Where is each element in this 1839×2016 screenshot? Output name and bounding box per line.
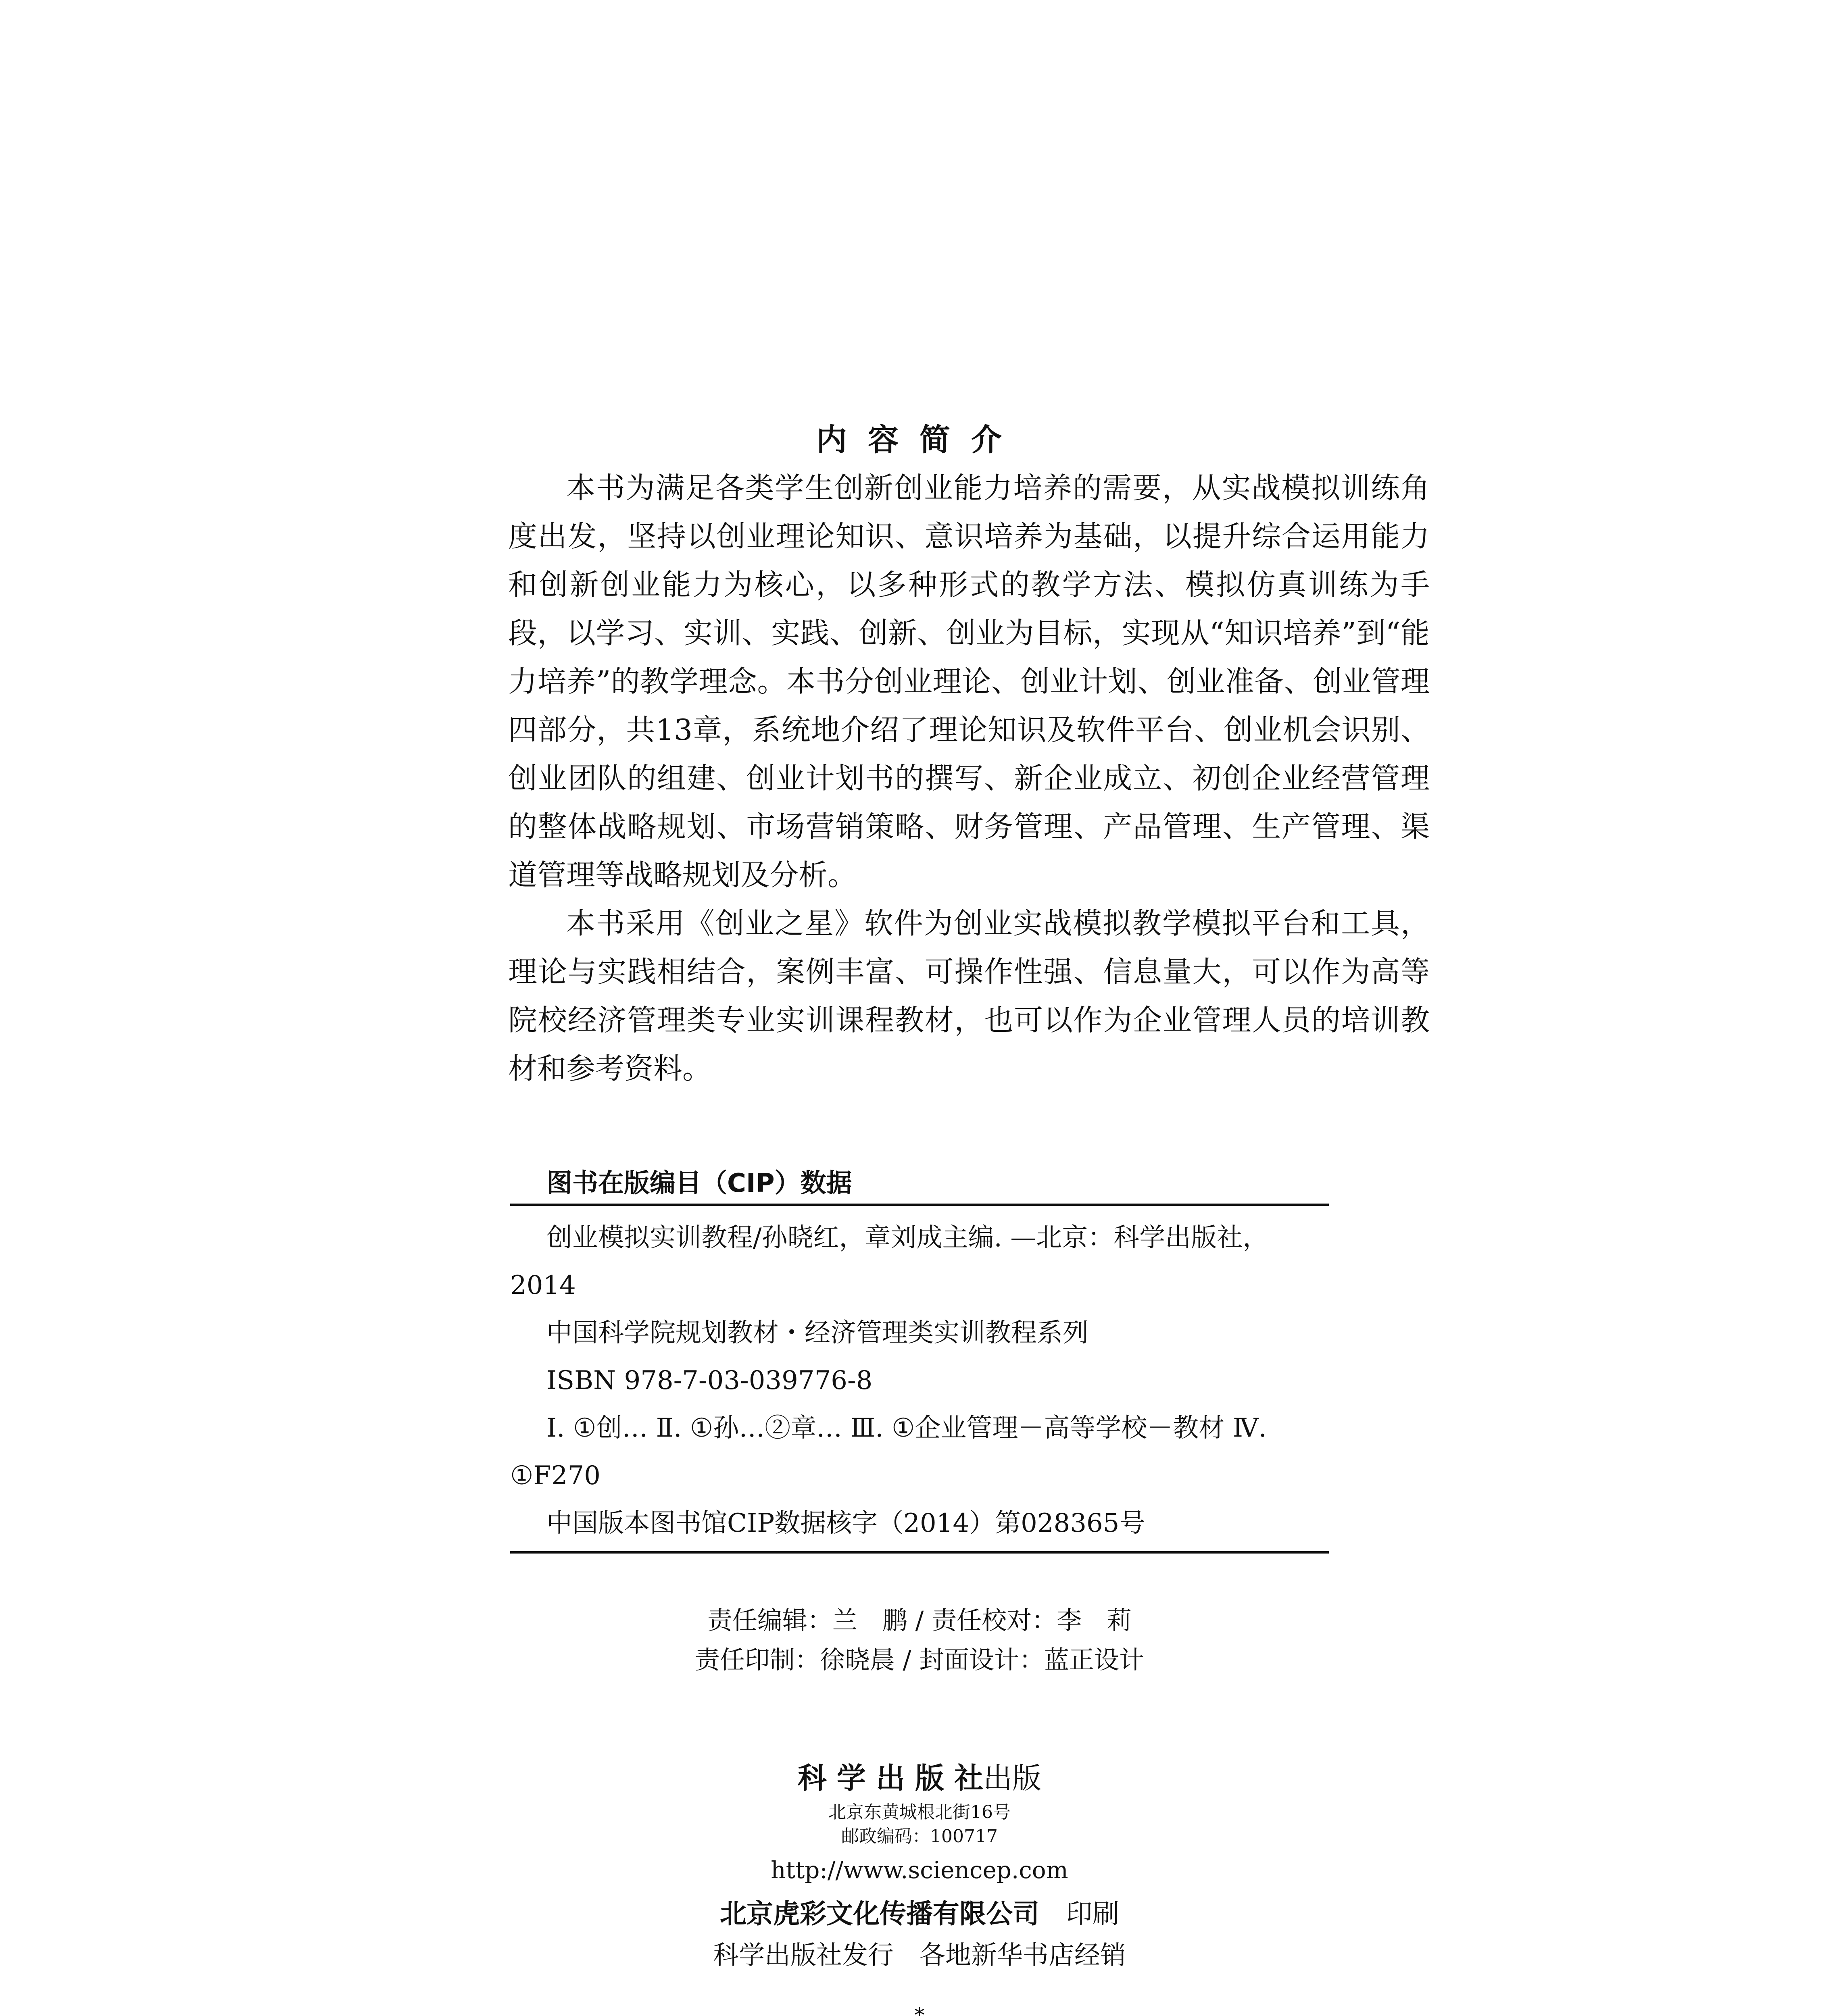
cip-body [510, 1206, 1329, 1551]
cip-line-classification: Ⅰ. ①创… Ⅱ. ①孙…②章… Ⅲ. ①企业管理－高等学校－教材 Ⅳ. ①F270 [510, 1413, 1267, 1491]
publisher-address: 北京东黄城根北街16号 [828, 1802, 1011, 1822]
printer-suffix: 印刷 [1066, 1898, 1119, 1929]
cip-line-series: 中国科学院规划教材・经济管理类实训教程系列 [546, 1318, 1088, 1348]
cip-bottom-rule [510, 1551, 1329, 1554]
printer-name: 北京虎彩文化传播有限公司 [720, 1898, 1039, 1929]
printer-line [403, 1891, 1436, 1936]
credits [510, 1601, 1329, 1680]
cip-line-title: 创业模拟实训教程/孙晓红，章刘成主编. —北京：科学出版社，2014 [510, 1223, 1269, 1300]
cip-block [510, 1163, 1329, 1554]
distribution-line: 科学出版社发行 各地新华书店经销 [713, 1941, 1126, 1970]
credits-editors: 责任编辑：兰 鹏 / 责任校对：李 莉 [707, 1606, 1132, 1635]
publisher-url: http://www.sciencep.com [771, 1856, 1068, 1884]
publisher-postcode: 邮政编码：100717 [841, 1826, 998, 1847]
separator-asterisk: * [914, 2004, 925, 2016]
summary-paragraph-1: 本书为满足各类学生创新创业能力培养的需要，从实战模拟训练角度出发，坚持以创业理论知识、意识培养为基础，以提升综合运用能力和创新创业能力为核心，以多种形式的教学方法、模拟仿真训练为手段，以学习、实训、实践、创新、创业为目标，实现从“知识培养”到“能力培养”的教学理念。本书分创业理论、创业计划、创业准备、创业管理四部分，共13章，系统地介绍了理论知识及软件平台、创业机会识别、创业团队的组建、创业计划书的撰写、新企业成立、初创企业经营管理的整体战略规划、市场营销策略、财务管理、产品管理、生产管理、渠道管理等战略规划及分析。 [508, 471, 1430, 892]
credits-production: 责任印制：徐晓晨 / 封面设计：蓝正设计 [694, 1645, 1145, 1674]
publisher-block [403, 1756, 1436, 2016]
summary-title: 内容简介 [816, 422, 1023, 458]
publisher-suffix: 出版 [983, 1761, 1042, 1795]
cip-line-isbn: ISBN 978-7-03-039776-8 [546, 1366, 873, 1395]
summary-text [508, 464, 1430, 1093]
publisher-line [403, 1756, 1436, 1800]
cip-line-record: 中国版本图书馆CIP数据核字（2014）第028365号 [546, 1508, 1145, 1538]
summary-paragraph-2: 本书采用《创业之星》软件为创业实战模拟教学模拟平台和工具，理论与实践相结合，案例丰富、可操作性强、信息量大，可以作为高等院校经济管理类专业实训课程教材，也可以作为企业管理人员的培训教材和参考资料。 [508, 906, 1430, 1085]
publisher-name: 科 学 出 版 社 [797, 1761, 984, 1795]
cip-heading: 图书在版编目（CIP）数据 [546, 1168, 852, 1198]
